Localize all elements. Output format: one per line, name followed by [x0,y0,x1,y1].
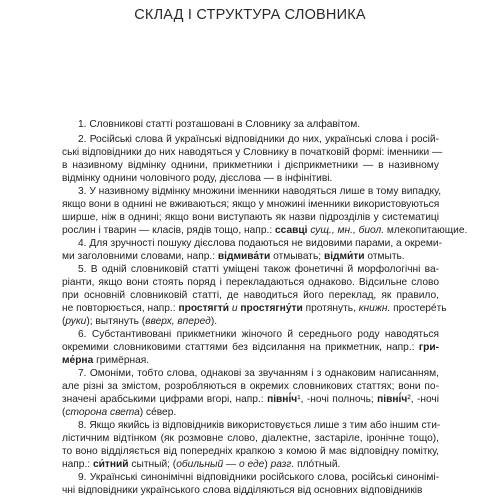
grammatical-note: обильный — о еде [176,459,265,470]
text-line: ширше, ніж в однині; якщо вони виступають як назви підрозділів у систематиці [62,212,439,223]
text-line: при основній словниковій статті, де наводиться його переклад, як правило, [62,290,439,301]
text-line: ме́рна гримёрная. [62,355,150,366]
text-line: 3. У називному відмінку множини іменники наводяться лише в тому випадку, [78,186,442,197]
paragraph [62,263,447,328]
headword: ссавці [274,225,308,236]
paragraph [62,328,439,367]
text-line: 7. Омоніми, тобто слова, однакові за звучанням і з однаковим написанням, [78,368,439,379]
headword: простягти́ [178,303,229,314]
paragraph [62,133,443,185]
text-line: (руки); вытянуть (вверх, вперед). [62,316,218,327]
text-line: 2. Російські слова й українські відповідники до них, українські слова і росій- [78,134,439,145]
paragraph [62,419,439,471]
text-line: в називному відмінку однини, прикметники і дієприкметники — в називному [62,160,439,171]
text-line: якщо вони в однині не вживаються; якщо у множині іменники використовуються [62,199,440,210]
text-line: але різні за змістом, розробляються в окремих словникових статтях; вони по- [62,381,439,392]
grammatical-note: вверх, вперед [145,316,211,327]
text-line: 1. Словникові статті розташовані в Словнику за алфавітом. [78,119,361,130]
text-line: ські відповідники до них наводяться у Словнику в початковій формі: іменники — [62,147,443,158]
text-line: чні відповідники українського слова відділяються від основних відповідників [62,485,423,496]
text-line: не повторюється, напр.: простягти́ и простягну́ти протянуть, книжн. простерéть [62,303,447,314]
grammatical-note: сторона света [65,407,140,418]
paragraph [62,367,439,419]
text-line: 9. Українські синонімічні відповідники російського слова, російські синонімі- [78,472,439,483]
grammatical-note: книжн. [358,303,391,314]
headword: півні́ч [267,394,298,405]
paragraph [62,237,443,263]
grammatical-note: сущ., мн., биол. [310,225,385,236]
text-line: відмінку однини чоловічого роду, дієслова — в інфінітиві. [62,173,333,184]
text-line: (сторона света) сéвер. [62,407,177,418]
text-line: ми заголовними словами, напр.: відмива́ти отмывать; відми́ти отмыть. [62,251,405,262]
headword: простягну́ти [240,303,303,314]
headword: відмива́ти [217,251,271,262]
headword: си́тний [92,459,129,470]
text-line: 5. В одній словниковій статті уміщені також фонетичні й морфологічні ва- [78,264,439,275]
text-line: рослин і тварин — класів, рядів тощо, напр.: ссавці сущ., мн., биол. млекопитающие. [62,225,468,236]
headword: ме́рна [62,355,94,366]
paragraph [62,185,468,237]
text-line: то воно відділяється від попередніх крапкою з комою й має відповідну помітку, [62,446,439,457]
headword: гри- [418,342,439,353]
grammatical-note: руки [65,316,87,327]
text-line: 8. Якщо якийсь із відповідників використовується лише з тим або іншим сти- [78,420,441,431]
headword: півні́ч [377,394,408,405]
text-line: значені арабськими цифрами вгорі, напр.: півні́ч¹, -ночі полночь; півні́ч², -ночі [62,394,439,405]
text-line: напр.: си́тний сытный; (обильный — о еде) разг. плóтный. [62,459,341,470]
grammatical-note: разг. [270,459,295,470]
grammatical-note: и [231,303,238,314]
text-line: 4. Для зручності пошуку дієслова подаються не видовими парами, а окреми- [78,238,443,249]
headword: відми́ти [323,251,365,262]
dictionary-preface-text [62,118,468,497]
text-line: лістичним відтінком (як розмовне слово, діалектне, застаріле, іронічне тощо), [62,433,439,444]
page-title: СКЛАД І СТРУКТУРА СЛОВНИКА [134,7,366,23]
text-line: окремими словниковими статтями без відсилання на прикметник, напр.: гри- [62,342,439,353]
text-line: ріанти, якщо вони стоять поряд і перекладаються однаково. Відсильне слово [62,277,439,288]
paragraph [62,471,439,497]
paragraph [62,118,439,131]
text-line: 6. Субстантивовані прикметники жіночого й середнього роду наводяться [78,329,439,340]
